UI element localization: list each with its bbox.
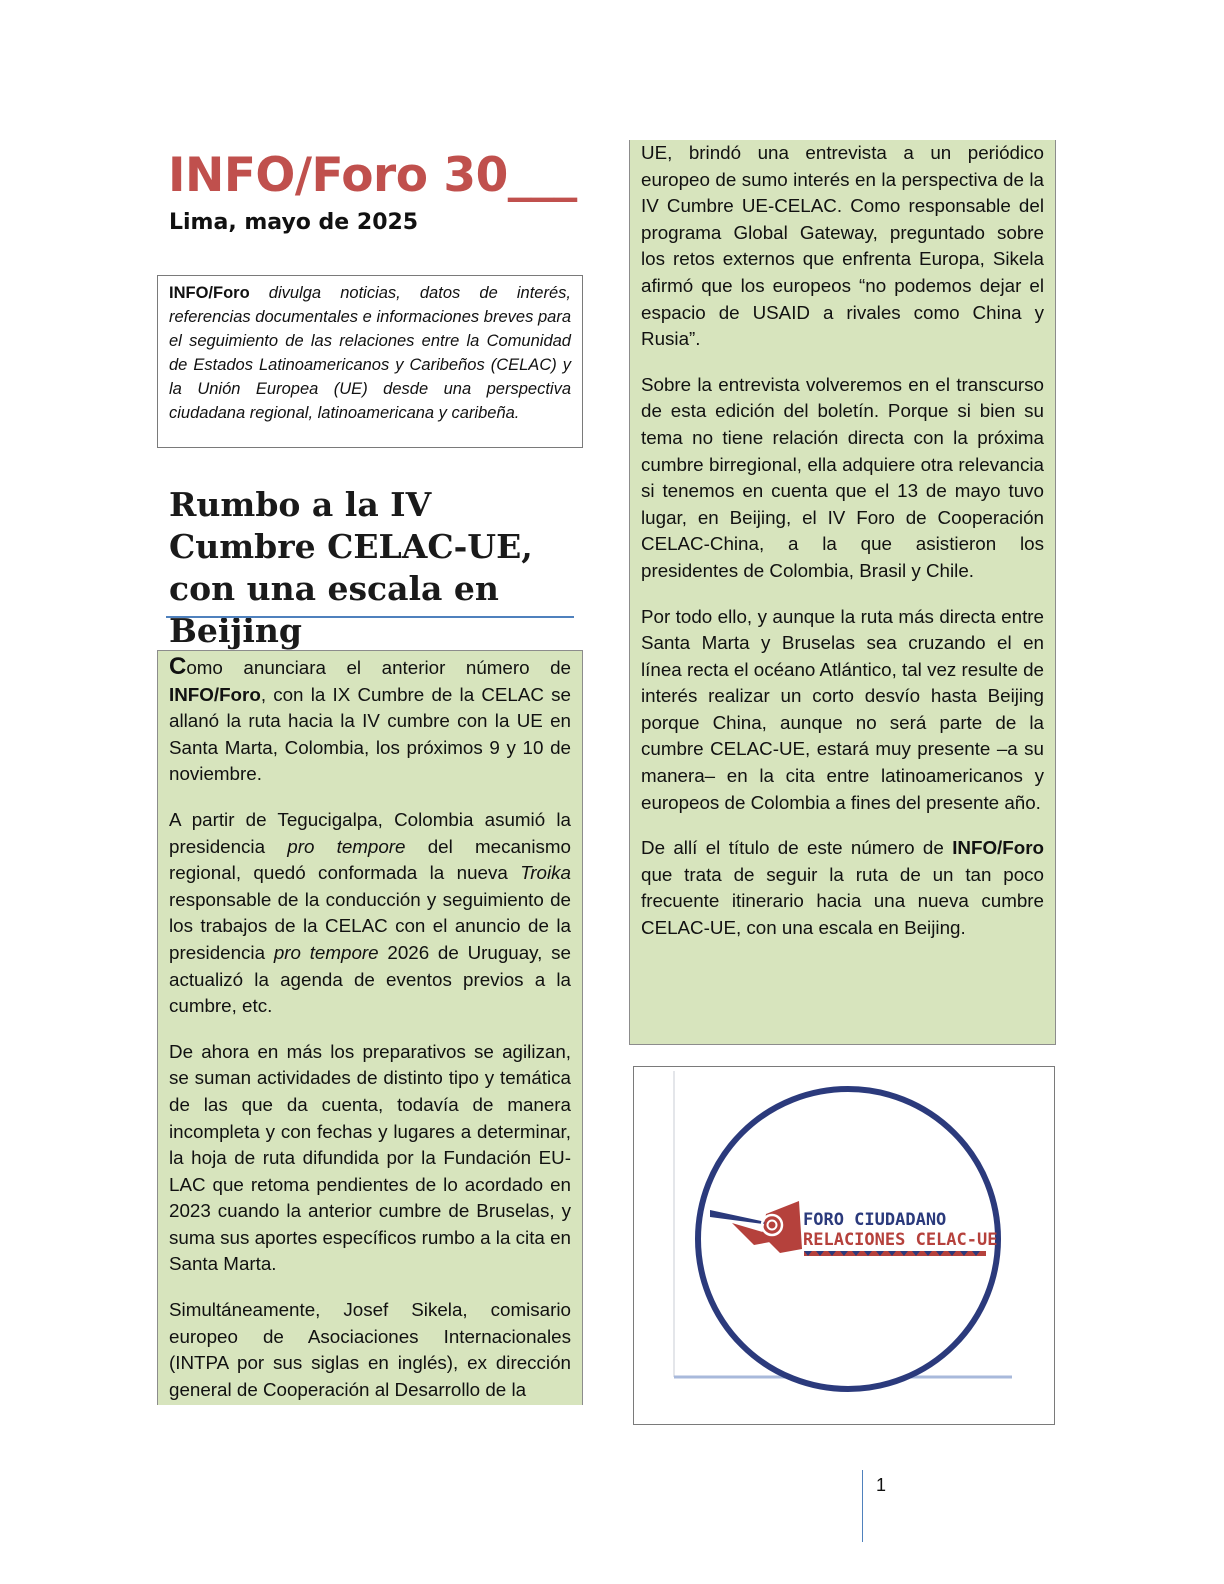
foro-ciudadano-logo (634, 1067, 1054, 1424)
logo-line-1: FORO CIUDADANO (803, 1210, 947, 1230)
article-paragraph-4: Simultáneamente, Josef Sikela, comisario europeo de Asociaciones Internacionales (INTPA por sus siglas en inglés), ex dirección general de Cooperación al Desarrollo de la (169, 1299, 571, 1400)
intro-box (157, 275, 583, 448)
article-paragraph-1: Como anunciara el anterior número de INFO/Foro, con la IX Cumbre de la CELAC se allanó la ruta hacia la IV cumbre con la UE en Santa Marta, Colombia, los próximos 9 y 10 de noviembre. (169, 653, 571, 785)
logo-frame (633, 1066, 1055, 1425)
logo-line-2: RELACIONES CELAC-UE (803, 1230, 998, 1250)
masthead-title: INFO/Foro 30___ (168, 148, 577, 203)
article-paragraph-2: A partir de Tegucigalpa, Colombia asumió la presidencia pro tempore del mecanismo regional, quedó conformada la nueva Troika responsable de la conducción y seguimiento de los trabajos de la CELAC con el anuncio de la presidencia pro tempore 2026 de Uruguay, se actualizó la agenda de eventos previos a la cumbre, etc. (169, 808, 572, 1017)
article-headline: Rumbo a la IV Cumbre CELAC-UE, con una escala en Beijing (169, 485, 533, 650)
brand-mention: INFO/Foro (952, 837, 1044, 859)
article-paragraph-8: De allí el título de este número de INFO/Foro que trata de seguir la ruta de un tan poco frecuente itinerario hacia una nueva cumbre CELAC-UE, con una escala en Beijing. (641, 837, 1044, 939)
intro-text: divulga noticias, datos de interés, referencias documentales e informaciones breves para el seguimiento de las relaciones entre la Comunidad de Estados Latinoamericanos y Caribeños (CELAC) y la Unión Europea (UE) desde una perspectiva ciudadana regional, latinoamericana y caribeña. (169, 284, 571, 422)
article-paragraph-3: De ahora en más los preparativos se agilizan, se suman actividades de distinto tipo y temática de las que da cuenta, todavía de manera incompleta y con fechas y lugares a determinar, la hoja de ruta difundida por la Fundación EU-LAC que retoma pendientes de lo acordado en 2023 cuando la anterior cumbre de Bruselas, y suma sus aportes específicos rumbo a la cita en Santa Marta. (169, 1040, 571, 1275)
dropcap: C (169, 653, 187, 680)
article-paragraph-7: Por todo ello, y aunque la ruta más directa entre Santa Marta y Bruselas sea cruzando el en línea recta el océano Atlántico, tal vez resulte de interés realizar un corto desvío hasta Beijing porque China, aunque no será parte de la cumbre CELAC-UE, estará muy presente –a su manera– en la cita entre latinoamericanos y europeos de Colombia a fines del presente año. (641, 605, 1044, 813)
masthead-date: Lima, mayo de 2025 (169, 210, 419, 235)
page-number: 1 (876, 1475, 887, 1495)
article-column-left (157, 650, 583, 1405)
intro-brand: INFO/Foro (169, 284, 250, 302)
article-paragraph-5: UE, brindó una entrevista a un periódico europeo de sumo interés en la perspectiva de la IV Cumbre UE-CELAC. Como responsable del programa Global Gateway, preguntado sobre los retos externos que enfrenta Europa, Sikela afirmó que los europeos “no podemos dejar el espacio de USAID a rivales como China y Rusia”. (641, 142, 1044, 350)
headline-rule (166, 616, 574, 618)
article-paragraph-6: Sobre la entrevista volveremos en el transcurso de esta edición del boletín. Porque si bien su tema no tiene relación directa con la próxima cumbre birregional, ella adquiere otra relevancia si tenemos en cuenta que el 13 de mayo tuvo lugar, en Beijing, el IV Foro de Cooperación CELAC-China, a la que asistieron los presidentes de Colombia, Brasil y Chile. (641, 373, 1044, 581)
article-column-right (629, 140, 1056, 1045)
page-number-rule (862, 1470, 863, 1542)
brand-mention: INFO/Foro (169, 683, 261, 705)
